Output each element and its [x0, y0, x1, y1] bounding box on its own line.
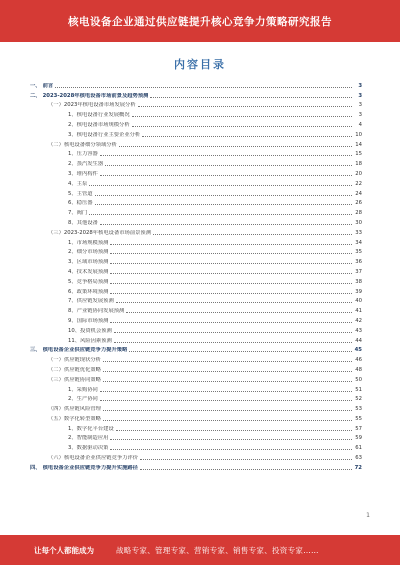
toc-dot-leader — [110, 244, 352, 245]
toc-entry-page: 33 — [355, 229, 362, 236]
toc-entry-page: 41 — [355, 308, 362, 315]
toc-dot-leader — [142, 136, 352, 137]
toc-dot-leader — [100, 400, 352, 401]
toc-entry[interactable] — [30, 256, 362, 266]
toc-entry-number: 四、 — [30, 464, 41, 471]
toc-entry-title: （四）供应链风险管理 — [48, 406, 101, 413]
toc-entry[interactable] — [30, 335, 362, 345]
toc-entry-title: 4、主泵 — [68, 180, 88, 187]
toc-entry-page: 39 — [355, 288, 362, 295]
toc-dot-leader — [110, 449, 352, 450]
toc-entry[interactable] — [30, 296, 362, 306]
toc-entry-title: 核电设备企业供应链竞争力提升策略 — [42, 347, 128, 354]
toc-dot-leader — [103, 371, 352, 372]
toc-dot-leader — [110, 293, 352, 294]
page-number: 1 — [366, 512, 370, 519]
toc-entry[interactable] — [30, 178, 362, 188]
toc-dot-leader — [105, 165, 352, 166]
toc-entry-title: （一）供应链现状分析 — [48, 357, 101, 364]
toc-entry-page: 44 — [355, 337, 362, 344]
report-title: 核电设备企业通过供应链提升核心竞争力策略研究报告 — [68, 15, 332, 28]
toc-entry[interactable] — [30, 384, 362, 394]
toc-entry-title: （五）数字化转型策略 — [48, 415, 101, 422]
toc-dot-leader — [110, 283, 352, 284]
toc-entry-title: 3、区域市场预测 — [68, 259, 109, 266]
toc-dot-leader — [103, 361, 352, 362]
toc-entry[interactable] — [30, 286, 362, 296]
toc-entry[interactable] — [30, 90, 362, 100]
toc-entry[interactable] — [30, 217, 362, 227]
toc-entry-number: 一、 — [30, 82, 41, 89]
toc-entry-page: 4 — [358, 121, 362, 128]
toc-entry-number: 二、 — [30, 92, 41, 99]
toc-dot-leader — [103, 410, 352, 411]
toc-entry-page: 40 — [355, 298, 362, 305]
toc-entry-title: 4、技术发展预测 — [68, 268, 109, 275]
toc-entry-title: 7、供应链发展预测 — [68, 298, 114, 305]
toc-entry-page: 45 — [354, 347, 362, 354]
toc-dot-leader — [100, 224, 352, 225]
toc-entry-page: 24 — [355, 190, 362, 197]
toc-dot-leader — [95, 204, 352, 205]
toc-entry[interactable] — [30, 247, 362, 257]
toc-entry[interactable] — [30, 442, 362, 452]
toc-entry[interactable] — [30, 198, 362, 208]
toc-dot-leader — [100, 391, 352, 392]
toc-entry-page: 51 — [355, 386, 362, 393]
toc-dot-leader — [100, 155, 352, 156]
toc-entry-page: 18 — [355, 161, 362, 168]
toc-entry-title: 3、数据驱动决策 — [68, 445, 109, 452]
toc-dot-leader — [116, 302, 352, 303]
toc-entry-page: 3 — [358, 112, 362, 119]
toc-entry-page: 10 — [355, 131, 362, 138]
toc-entry[interactable] — [30, 305, 362, 315]
toc-dot-leader — [116, 430, 352, 431]
toc-dot-leader — [110, 253, 352, 254]
toc-entry[interactable] — [30, 168, 362, 178]
toc-entry[interactable] — [30, 345, 362, 355]
toc-entry-page: 61 — [355, 445, 362, 452]
toc-entry-title: 2023-2028年核电设备市场前景及趋势预测 — [42, 92, 149, 99]
toc-entry-title: 1、数字化平台建设 — [68, 425, 114, 432]
toc-entry-title: 3、核电设备行业主要企业分析 — [68, 131, 141, 138]
toc-entry[interactable] — [30, 237, 362, 247]
toc-entry-title: 5、竞争格局预测 — [68, 278, 109, 285]
toc-entry-title: （三）2023-2028年核电设备市场前景预测 — [48, 229, 152, 236]
toc-entry-title: 1、压力容器 — [68, 151, 98, 158]
toc-entry-page: 63 — [355, 455, 362, 462]
toc-entry-number: 三、 — [30, 347, 41, 354]
toc-entry[interactable] — [30, 364, 362, 374]
toc-dot-leader — [110, 263, 352, 264]
toc-entry-page: 3 — [358, 82, 362, 89]
toc-entry-page: 53 — [355, 406, 362, 413]
toc-dot-leader — [100, 175, 352, 176]
toc-entry-page: 52 — [355, 396, 362, 403]
toc-entry[interactable] — [30, 80, 362, 90]
toc-entry[interactable] — [30, 462, 362, 472]
toc-dot-leader — [103, 420, 352, 421]
toc-entry[interactable] — [30, 139, 362, 149]
toc-entry-title: （一）2023年核电设备市场发展分析 — [48, 102, 136, 109]
toc-entry-title: 2、细分市场预测 — [68, 249, 109, 256]
toc-dot-leader — [89, 185, 352, 186]
toc-dot-leader — [132, 126, 352, 127]
toc-dot-leader — [129, 351, 352, 352]
toc-entry-page: 59 — [355, 435, 362, 442]
toc-dot-leader — [110, 273, 352, 274]
toc-entry-title: 核电设备企业供应链竞争力提升实施路径 — [42, 464, 138, 471]
toc-entry-page: 30 — [355, 219, 362, 226]
toc-entry[interactable] — [30, 227, 362, 237]
toc-dot-leader — [153, 234, 352, 235]
page-header — [0, 0, 400, 42]
toc-entry-page: 48 — [355, 366, 362, 373]
toc-entry-page: 43 — [355, 327, 362, 334]
toc-entry-page: 3 — [358, 102, 362, 109]
toc-dot-leader — [140, 459, 352, 460]
toc-entry[interactable] — [30, 266, 362, 276]
toc-entry-title: 1、市场规模预测 — [68, 239, 109, 246]
toc-entry[interactable] — [30, 158, 362, 168]
toc-entry-page: 36 — [355, 259, 362, 266]
toc-entry[interactable] — [30, 207, 362, 217]
footer-slogan: 让每个人都能成为 — [34, 545, 94, 555]
toc-entry-title: 1、核电设备行业发展概况 — [68, 112, 130, 119]
toc-dot-leader — [138, 106, 352, 107]
toc-entry-title: 8、产业链协同发展预测 — [68, 308, 125, 315]
toc-entry-title: 5、主管道 — [68, 190, 93, 197]
toc-entry-page: 57 — [355, 425, 362, 432]
page-footer — [0, 535, 400, 565]
toc-entry[interactable] — [30, 276, 362, 286]
toc-entry[interactable] — [30, 354, 362, 364]
toc-entry-page: 3 — [358, 92, 362, 99]
toc-entry-title: 6、政策环境预测 — [68, 288, 109, 295]
toc-entry-page: 72 — [354, 464, 362, 471]
toc-entry-title: 3、堆内构件 — [68, 170, 98, 177]
toc-heading: 内容目录 — [174, 58, 226, 71]
toc-dot-leader — [103, 381, 352, 382]
toc-entry-page: 46 — [355, 357, 362, 364]
toc-entry-title: （二）供应链优化策略 — [48, 366, 101, 373]
toc-entry[interactable] — [30, 315, 362, 325]
toc-entry[interactable] — [30, 119, 362, 129]
toc-entry-title: （二）核电设备细分领域分析 — [48, 141, 117, 148]
toc-entry[interactable] — [30, 109, 362, 119]
toc-entry-page: 22 — [355, 180, 362, 187]
toc-dot-leader — [55, 87, 352, 88]
toc-dot-leader — [89, 214, 352, 215]
toc-entry[interactable] — [30, 394, 362, 404]
toc-entry-page: 14 — [355, 141, 362, 148]
toc-entry[interactable] — [30, 149, 362, 159]
toc-entry-page: 34 — [355, 239, 362, 246]
toc-entry-title: 7、阀门 — [68, 210, 88, 217]
toc-entry[interactable] — [30, 452, 362, 462]
toc-entry[interactable] — [30, 100, 362, 110]
toc-entry-page: 50 — [355, 376, 362, 383]
toc-dot-leader — [150, 97, 352, 98]
toc-entry[interactable] — [30, 413, 362, 423]
toc-entry-title: 8、其他设备 — [68, 219, 98, 226]
toc-entry-title: 10、投资机会预测 — [68, 327, 112, 334]
toc-dot-leader — [110, 322, 352, 323]
toc-entry-page: 35 — [355, 249, 362, 256]
toc-entry-page: 20 — [355, 170, 362, 177]
toc-entry[interactable] — [30, 374, 362, 384]
toc-entry-title: 6、稳压器 — [68, 200, 93, 207]
toc-entry-page: 15 — [355, 151, 362, 158]
toc-dot-leader — [140, 469, 352, 470]
toc-entry[interactable] — [30, 403, 362, 413]
toc-dot-leader — [126, 312, 352, 313]
toc-entry-page: 37 — [355, 268, 362, 275]
toc-entry-title: （三）供应链协同策略 — [48, 376, 101, 383]
footer-tagline: 战略专家、管理专家、营销专家、销售专家、投资专家…… — [116, 545, 319, 555]
toc-entry-title: 2、智能制造应用 — [68, 435, 109, 442]
toc-entry-title: 2、蒸汽发生器 — [68, 161, 104, 168]
toc-entry-title: （六）核电设备企业供应链竞争力评价 — [48, 455, 139, 462]
toc-entry-title: 2、生产协同 — [68, 396, 98, 403]
toc-entry[interactable] — [30, 188, 362, 198]
toc-entry[interactable] — [30, 423, 362, 433]
toc-entry-page: 55 — [355, 415, 362, 422]
toc-entry[interactable] — [30, 129, 362, 139]
toc-entry-page: 26 — [355, 200, 362, 207]
toc-entry-page: 28 — [355, 210, 362, 217]
toc-dot-leader — [114, 332, 352, 333]
toc-entry-title: 2、核电设备市场规模分析 — [68, 121, 130, 128]
toc-entry-page: 42 — [355, 317, 362, 324]
toc-dot-leader — [95, 195, 352, 196]
toc-entry-title: 前言 — [42, 82, 54, 89]
toc-entry[interactable] — [30, 433, 362, 443]
toc-dot-leader — [119, 146, 352, 147]
toc-entry-title: 11、风险因素预测 — [68, 337, 112, 344]
toc-entry-title: 9、国际市场预测 — [68, 317, 109, 324]
toc-entry[interactable] — [30, 325, 362, 335]
toc-dot-leader — [132, 116, 352, 117]
toc-entry-title: 1、采购协同 — [68, 386, 98, 393]
toc-dot-leader — [110, 439, 352, 440]
toc-entry-page: 38 — [355, 278, 362, 285]
table-of-contents — [30, 80, 362, 472]
toc-dot-leader — [114, 342, 352, 343]
